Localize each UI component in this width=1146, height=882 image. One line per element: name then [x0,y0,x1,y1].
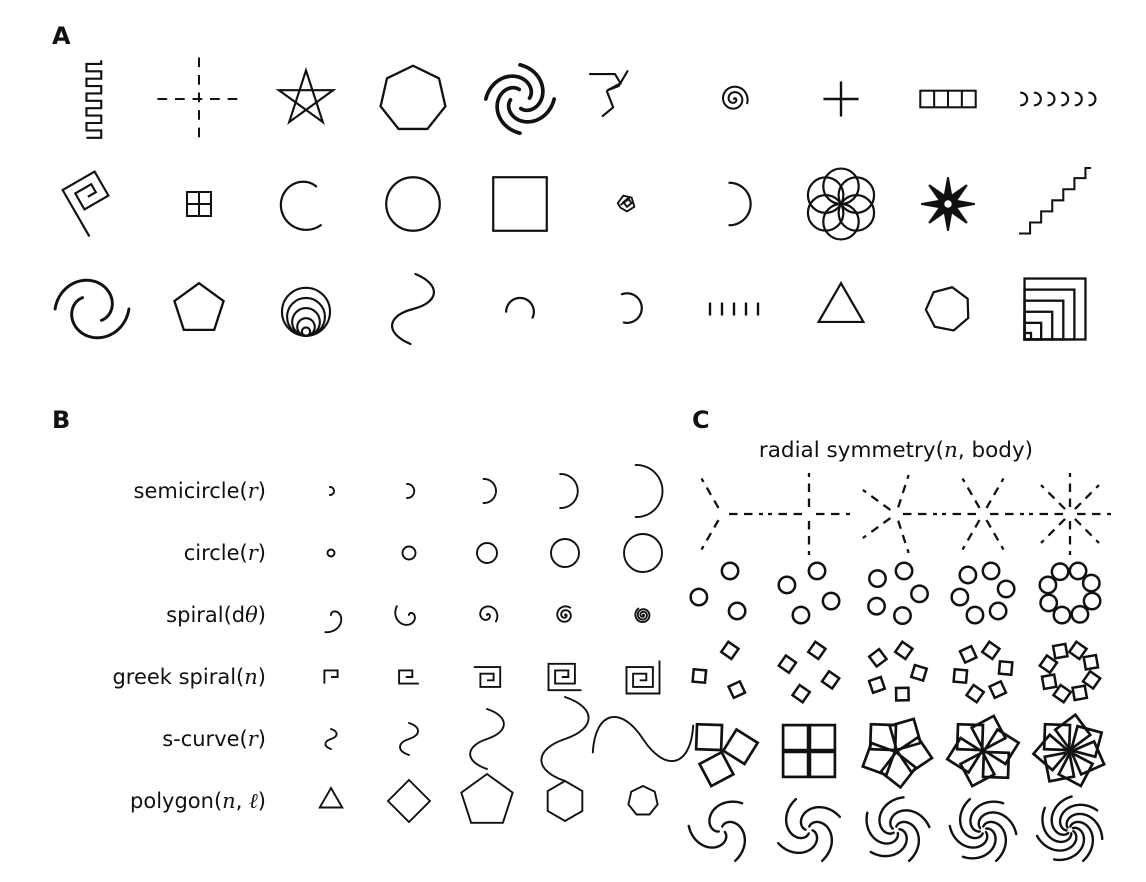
pentagon-glyph [151,261,247,357]
curved-arm-glyph-n6 [940,787,1026,873]
small-square-glyph-n8 [1027,629,1113,715]
panel-c-label: C [692,406,710,434]
polygon-glyph-2 [373,765,445,837]
shape-plus [787,46,894,151]
circle-sample-4 [526,522,604,584]
shape-tiny-scribble [573,151,680,256]
polygon-glyph-1 [295,765,367,837]
row-label-semicircle: semicircle(r) [133,479,266,503]
curved-arm-glyph-n4 [766,787,852,873]
radial-circle-n5 [852,553,939,632]
rotated-square-glyph-n6 [940,708,1026,794]
shape-spiral-small [680,46,787,151]
circle-glyph-n6 [940,550,1026,636]
dashed-cross-glyph [151,51,247,147]
radial-dashed-line-n6 [939,474,1026,553]
semicircle-sample-5 [604,460,682,522]
arc-up-glyph [472,261,568,357]
shape-pentagon [145,256,252,361]
heptagon-small-glyph [900,261,996,357]
panel-b-label: B [52,406,71,434]
circle-glyph-n3 [679,550,765,636]
semicircle-sample-4 [526,460,604,522]
spiral-small-glyph [686,51,782,147]
open-arc-c-glyph [258,156,354,252]
circle-glyph-n8 [1027,550,1113,636]
star-8-glyph [900,156,996,252]
nested-circles-glyph [258,261,354,357]
polygon-sample-2 [370,770,448,832]
shape-semicircle-right [680,151,787,256]
shape-star-5 [252,46,359,151]
circle-sample-1 [292,522,370,584]
spiral-sample-1 [292,584,370,646]
spiral-sample-2 [370,584,448,646]
semicircle-sample-3 [448,460,526,522]
radial-dashed-line-n5 [852,474,939,553]
spiral-sample-4 [526,584,604,646]
radial-dashed-line-n3 [678,474,765,553]
row-polygon [52,770,682,832]
radial-rotated-square-n7 [1026,711,1113,790]
radial-curved-arm-n3 [678,790,765,869]
rotated-square-glyph-n4 [766,708,852,794]
panel-a-label: A [52,22,71,50]
arc-curl-glyph [579,261,675,357]
dashed-line-glyph-n4 [766,471,852,557]
circle-sample-2 [370,522,448,584]
radial-rotated-square-n3 [678,711,765,790]
small-square-glyph-n5 [853,629,939,715]
greek-spiral-sample-4 [526,646,604,708]
curved-arm-glyph-n5 [853,787,939,873]
s-curve-sample-5 [604,708,682,770]
row-label-s-curve: s-curve(r) [162,727,266,751]
shape-staircase [1001,151,1108,256]
radial-curved-arm-n5 [852,790,939,869]
shape-heptagon [359,46,466,151]
panel-a-grid [38,46,1108,361]
shape-open-arc-c [252,151,359,256]
radial-circle-n6 [939,553,1026,632]
radial-curved-arm-n7 [1026,790,1113,869]
shape-star-8 [894,151,1001,256]
semicircle-right-glyph [686,156,782,252]
s-curve-sample-4 [526,708,604,770]
flower-6-glyph [793,156,889,252]
radial-curved-arm-n4 [765,790,852,869]
panel-b-rows [52,460,682,832]
star-5-glyph [258,51,354,147]
shape-square [466,151,573,256]
shape-pinwheel-4 [466,46,573,151]
semicircle-sample-2 [370,460,448,522]
nested-squares-glyph [1007,261,1103,357]
grid-2x2-glyph [151,156,247,252]
semicircle-sample-1 [292,460,370,522]
row-circle [52,522,682,584]
circle-sample-3 [448,522,526,584]
polygon-glyph-5 [607,765,679,837]
shape-nested-squares [1001,256,1108,361]
dashed-line-glyph-n5 [853,471,939,557]
radial-small-square-n8 [1026,632,1113,711]
radial-dashed-line-n4 [765,474,852,553]
shape-circle [359,151,466,256]
radial-dashed-line-n8 [1026,474,1113,553]
radial-rotated-square-n4 [765,711,852,790]
panel-c-grid [678,474,1113,869]
square-wave-glyph [44,51,140,147]
rotated-square-glyph-n3 [679,708,765,794]
plus-glyph [793,51,889,147]
pinwheel-4-glyph [472,51,568,147]
greek-spiral-tail-glyph [44,156,140,252]
shape-s-wave [359,256,466,361]
radial-small-square-n6 [939,632,1026,711]
random-polyline-glyph [579,51,675,147]
radial-circle-n8 [1026,553,1113,632]
circle-sample-5 [604,522,682,584]
dashed-line-glyph-n6 [940,471,1026,557]
rotated-square-glyph-n7 [1027,708,1113,794]
shape-triangle [787,256,894,361]
triangle-glyph [793,261,889,357]
radial-small-square-n3 [678,632,765,711]
curved-arm-glyph-n7 [1027,787,1113,873]
row-greek-spiral [52,646,682,708]
shape-greek-spiral-tail [38,151,145,256]
shape-square-wave [38,46,145,151]
s-wave-glyph [365,261,461,357]
staircase-glyph [1007,156,1103,252]
shape-ticks-5 [680,256,787,361]
rotated-square-glyph-n5 [853,708,939,794]
radial-small-square-n5 [852,632,939,711]
shape-swirl-2 [38,256,145,361]
square-glyph [472,156,568,252]
row-semicircle [52,460,682,522]
shape-heptagon-small [894,256,1001,361]
shape-grid-2x2 [145,151,252,256]
spiral-sample-5 [604,584,682,646]
row-label-circle: circle(r) [183,541,266,565]
radial-rotated-square-n6 [939,711,1026,790]
shape-arc-up [466,256,573,361]
shape-random-polyline [573,46,680,151]
dashed-line-glyph-n3 [679,471,765,557]
row-label-spiral: spiral(dθ) [166,603,266,627]
shape-nested-circles [252,256,359,361]
polygon-glyph-4 [529,765,601,837]
shape-square-strip-4 [894,46,1001,151]
row-s-curve [52,708,682,770]
greek-spiral-sample-3 [448,646,526,708]
radial-small-square-n4 [765,632,852,711]
polygon-sample-3 [448,770,526,832]
small-square-glyph-n3 [679,629,765,715]
polygon-sample-5 [604,770,682,832]
heptagon-glyph [365,51,461,147]
polygon-glyph-3 [451,765,523,837]
square-strip-4-glyph [900,51,996,147]
dashed-line-glyph-n8 [1027,471,1113,557]
polygon-sample-4 [526,770,604,832]
ticks-5-glyph [686,261,782,357]
swirl-2-glyph [44,261,140,357]
circle-glyph-n5 [853,550,939,636]
shape-dashed-cross [145,46,252,151]
panel-c-title: radial symmetry(n, body) [758,438,1034,463]
s-curve-sample-2 [370,708,448,770]
s-curve-sample-3 [448,708,526,770]
radial-circle-n3 [678,553,765,632]
shape-comma-row-6 [1001,46,1108,151]
greek-spiral-sample-5 [604,646,682,708]
greek-spiral-sample-2 [370,646,448,708]
circle-glyph [365,156,461,252]
small-square-glyph-n4 [766,629,852,715]
polygon-sample-1 [292,770,370,832]
greek-spiral-sample-1 [292,646,370,708]
shape-arc-curl [573,256,680,361]
curved-arm-glyph-n3 [679,787,765,873]
small-square-glyph-n6 [940,629,1026,715]
comma-row-6-glyph [1007,51,1103,147]
spiral-sample-3 [448,584,526,646]
radial-circle-n4 [765,553,852,632]
s-curve-sample-1 [292,708,370,770]
row-label-greek-spiral: greek spiral(n) [112,665,266,689]
tiny-scribble-glyph [579,156,675,252]
row-label-polygon: polygon(n, ℓ) [130,788,266,813]
circle-glyph-n4 [766,550,852,636]
shape-flower-6 [787,151,894,256]
radial-rotated-square-n5 [852,711,939,790]
row-spiral [52,584,682,646]
radial-curved-arm-n6 [939,790,1026,869]
